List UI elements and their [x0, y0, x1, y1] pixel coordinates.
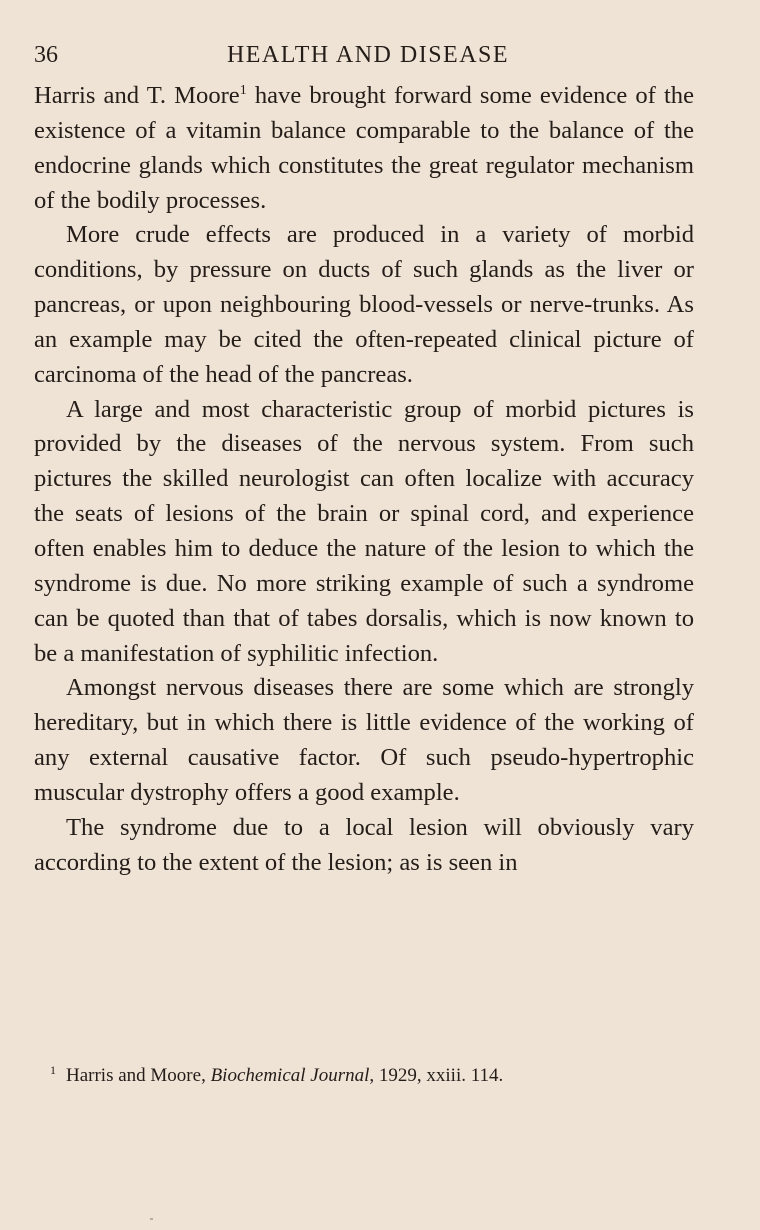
paragraph: More crude effects are produced in a variety of morbid conditions, by pressure on ducts of such glands as the liver or pancreas, or upon neighbouring blood-vessels or nerve-trunks. As an example may be cited the often-repeated clinical picture of carcinoma of the head of the pancreas.: [34, 221, 694, 388]
footnote-citation: , 1929, xxiii. 114.: [369, 1065, 504, 1086]
paper-speck: [150, 1218, 153, 1220]
page-header: [34, 42, 694, 76]
paragraph-text: Harris and T. Moore: [34, 82, 240, 109]
footnote-mark: 1: [50, 1063, 56, 1077]
paragraph: [34, 79, 694, 218]
footnote-authors: Harris and Moore,: [66, 1065, 211, 1086]
paragraph: A large and most characteristic group of morbid pictures is provided by the diseases of the nervous system. From such pictures the skilled neurologist can often localize with accuracy the seats of lesions of the brain or spinal cord, and experience often enables him to deduce the nature of the lesion to which the syndrome is due. No more striking example of such a syndrome can be quoted than that of tabes dorsalis, which is now known to be a manifestation of syphilitic infection.: [34, 395, 694, 667]
footnote-journal: Biochemical Journal: [210, 1065, 370, 1086]
footnote-reference: 1: [239, 83, 247, 98]
paragraph: The syndrome due to a local lesion will obviously vary according to the extent of the lesion; as is seen in: [34, 813, 694, 876]
page-number: 36: [34, 42, 58, 68]
footnote: [50, 1063, 710, 1089]
body-text: [34, 79, 694, 880]
paragraph-text: have brought forward some evidence of the existence of a vitamin balance comparable to the balance of the endocrine glands which constitutes the great regulator mechanism of the bodily processes.: [34, 82, 694, 214]
running-head: HEALTH AND DISEASE: [226, 42, 510, 68]
paragraph: Amongst nervous diseases there are some which are strongly hereditary, but in which there is little evidence of the working of any external causative factor. Of such pseudo-hypertrophic muscular dystrophy offers a good example.: [34, 674, 694, 806]
